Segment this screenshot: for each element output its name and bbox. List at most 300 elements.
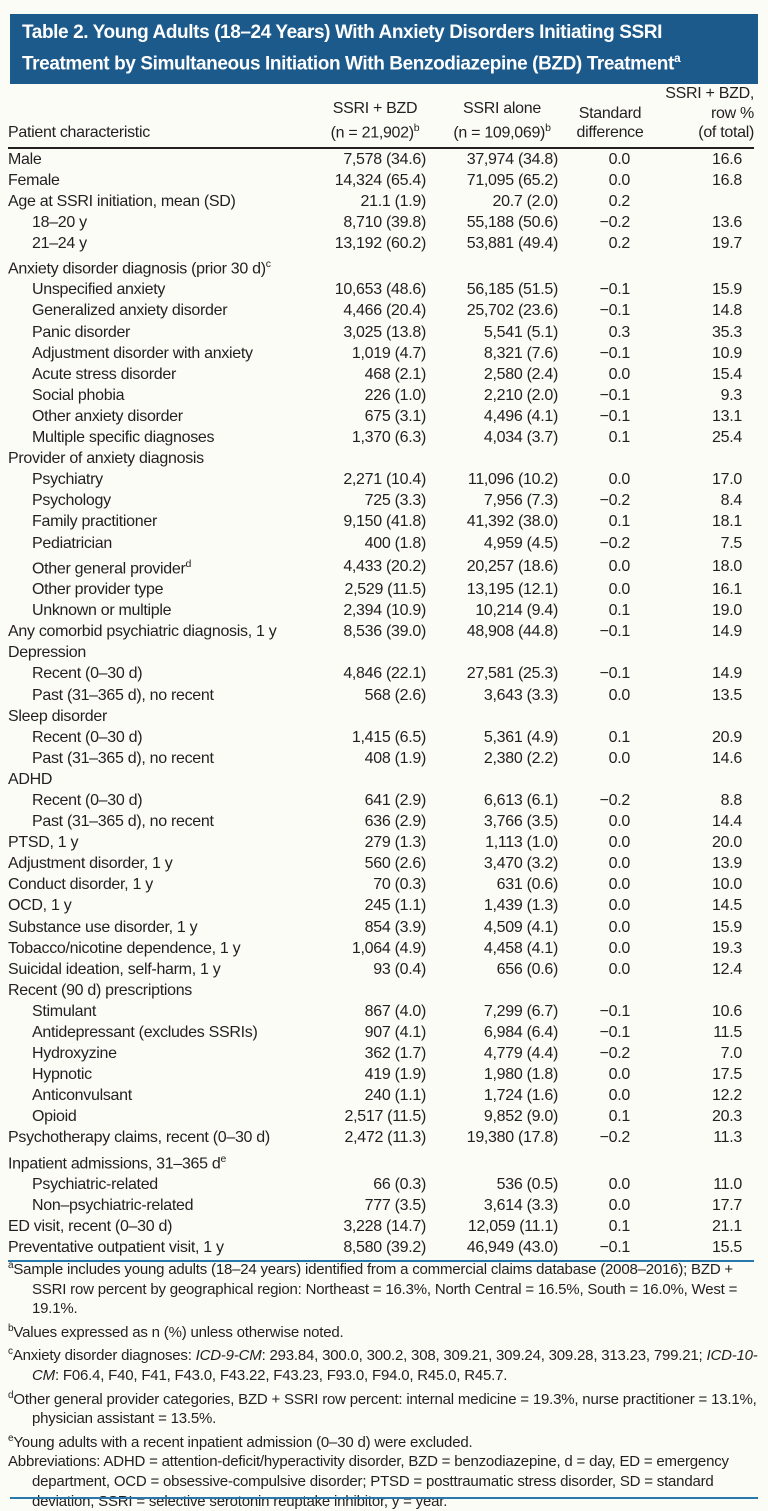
cell-ssri-bzd: 867 (4.0): [364, 1002, 426, 1020]
cell-row-percent: 10.9: [712, 344, 742, 362]
cell-ssri-alone: 12,059 (11.1): [467, 1218, 558, 1236]
footnote-text: Values expressed as n (%) unless otherwise noted.: [13, 1323, 344, 1341]
table-row: [8, 533, 754, 554]
cell-ssri-bzd: 21.1 (1.9): [360, 192, 426, 210]
cell-standard-difference: [568, 769, 652, 790]
cell-ssri-alone: 3,766 (3.5): [483, 813, 558, 831]
cell-standard-difference: 0.0: [608, 171, 630, 189]
table-row: [8, 1001, 754, 1022]
table-row: [8, 663, 754, 684]
row-label: Psychotherapy claims, recent (0–30 d): [8, 1129, 270, 1147]
table-row: [8, 959, 754, 980]
cell-ssri-alone: 4,034 (3.7): [483, 429, 558, 447]
cell-ssri-alone: 56,185 (51.5): [466, 281, 558, 299]
cell-standard-difference: −0.2: [599, 534, 630, 552]
row-label: Recent (0–30 d): [32, 665, 143, 683]
cell-ssri-bzd: 3,228 (14.7): [343, 1218, 426, 1236]
row-label: Adjustment disorder with anxiety: [32, 344, 253, 362]
cell-ssri-alone: [436, 448, 568, 469]
cell-standard-difference: 0.1: [608, 513, 630, 531]
column-header-line: (n = 109,069)$^b$: [453, 121, 551, 141]
row-label: OCD, 1 y: [8, 897, 72, 915]
cell-ssri-alone: 9,852 (9.0): [483, 1108, 558, 1126]
cell-row-percent: 17.0: [712, 471, 742, 489]
cell-ssri-bzd: 2,271 (10.4): [343, 471, 426, 489]
cell-row-percent: 11.5: [713, 1024, 742, 1041]
cell-ssri-bzd: 3,025 (13.8): [343, 323, 426, 341]
cell-row-percent: 21.1: [712, 1218, 742, 1236]
footnote-marker: e: [8, 1432, 14, 1444]
row-label: Past (31–365 d), no recent: [32, 686, 214, 704]
cell-ssri-alone: 55,188 (50.6): [466, 213, 558, 231]
cell-ssri-alone: 4,509 (4.1): [483, 918, 558, 936]
table-row: [8, 1216, 754, 1237]
cell-row-percent: 14.4: [712, 813, 742, 831]
cell-standard-difference: 0.0: [608, 813, 630, 831]
row-label: Generalized anxiety disorder: [32, 302, 228, 320]
footnote-text: Young adults with a recent inpatient admission (0–30 d) were excluded.: [13, 1433, 473, 1451]
cell-ssri-alone: 3,643 (3.3): [483, 686, 558, 704]
cell-standard-difference: 0.1: [608, 429, 630, 447]
cell-row-percent: [652, 642, 754, 663]
cell-row-percent: 20.3: [712, 1108, 742, 1126]
cell-standard-difference: 0.0: [608, 960, 630, 978]
cell-standard-difference: 0.0: [608, 834, 630, 852]
table-row: [8, 364, 754, 385]
row-label: ED visit, recent (0–30 d): [8, 1218, 173, 1236]
table-row: [8, 1085, 754, 1106]
cell-ssri-bzd: 70 (0.3): [373, 876, 426, 894]
cell-ssri-bzd: 2,394 (10.9): [343, 602, 426, 620]
cell-standard-difference: 0.0: [608, 471, 630, 489]
cell-row-percent: [652, 706, 754, 727]
cell-row-percent: 19.7: [712, 234, 742, 252]
cell-row-percent: 10.0: [712, 876, 742, 894]
cell-ssri-bzd: 93 (0.4): [373, 960, 426, 978]
footnote-c: [8, 1342, 760, 1385]
footnote-b: [8, 1319, 760, 1343]
cell-row-percent: 17.5: [712, 1066, 742, 1084]
row-label: Opioid: [32, 1108, 77, 1126]
cell-ssri-alone: 41,392 (38.0): [466, 513, 558, 531]
cell-standard-difference: 0.0: [608, 365, 630, 383]
row-label: Age at SSRI initiation, mean (SD): [8, 192, 236, 210]
cell-standard-difference: 0.0: [608, 1066, 630, 1084]
cell-standard-difference: −0.1: [568, 1237, 652, 1261]
cell-ssri-bzd: [314, 769, 436, 790]
footnote-d: [8, 1386, 760, 1429]
column-header-line: Standard: [578, 104, 642, 122]
table-row: [8, 980, 754, 1001]
table-row: [8, 300, 754, 321]
cell-standard-difference: −0.2: [599, 1045, 630, 1063]
cell-row-percent: 20.9: [712, 728, 742, 746]
cell-ssri-bzd: 1,415 (6.5): [351, 728, 426, 746]
table-row: [8, 469, 754, 490]
footnote-text: : 293.84, 300.0, 300.2, 308, 309.21, 309.24, 309.28, 313.23, 799.21;: [261, 1347, 707, 1365]
cell-standard-difference: [568, 706, 652, 727]
row-label: Other general provider$^d$: [32, 557, 192, 577]
cell-row-percent: 15.9: [712, 281, 742, 299]
cell-standard-difference: 0.1: [608, 1108, 630, 1126]
cell-row-percent: 18.1: [712, 513, 742, 531]
cell-standard-difference: 0.0: [608, 557, 630, 575]
row-label: Provider of anxiety diagnosis: [8, 450, 204, 468]
cell-ssri-bzd: 10,653 (48.6): [334, 281, 426, 299]
footnote-text: Sample includes young adults (18–24 years) identified from a commercial claims database (2008–2016); BZD + SSRI row percent by geographical region: Northeast = 16.3%, North Central = 16.5%, South = 16.0%, West = 19.1%.: [13, 1261, 738, 1318]
table-row: [8, 832, 754, 853]
row-label: Psychology: [32, 492, 111, 510]
row-label: 18–20 y: [32, 213, 87, 231]
table-row: [8, 1043, 754, 1064]
cell-row-percent: 12.4: [712, 960, 742, 978]
table-row: [8, 1174, 754, 1195]
cell-ssri-bzd: 408 (1.9): [364, 749, 426, 767]
row-label: Acute stress disorder: [32, 365, 176, 383]
cell-ssri-alone: 7,956 (7.3): [483, 492, 558, 510]
cell-ssri-alone: 3,470 (3.2): [483, 855, 558, 873]
cell-ssri-alone: [436, 706, 568, 727]
cell-ssri-alone: 6,613 (6.1): [483, 791, 558, 809]
table-title-bar: [10, 14, 758, 84]
cell-standard-difference: 0.0: [608, 1087, 630, 1105]
column-header-line: (n = 21,902)$^b$: [330, 121, 420, 141]
cell-ssri-bzd: 7,578 (34.6): [343, 150, 426, 168]
cell-ssri-alone: 1,724 (1.6): [483, 1087, 558, 1105]
cell-standard-difference: −0.1: [599, 281, 630, 299]
cell-standard-difference: −0.1: [599, 1002, 630, 1020]
column-header-line: (of total): [698, 124, 754, 141]
table-row: [8, 642, 754, 663]
footnote-text: Other general provider categories, BZD + SSRI row percent: internal medicine = 19.3%, nurse practitioner = 13.1%, physician assistant = 13.5%.: [13, 1390, 757, 1428]
row-label: Anxiety disorder diagnosis (prior 30 d)$^c$: [8, 257, 271, 278]
table-row: [8, 254, 754, 279]
cell-ssri-alone: 4,959 (4.5): [483, 534, 558, 552]
footnote-marker: a: [8, 1260, 14, 1271]
footnote-abbreviations: [8, 1452, 760, 1511]
row-label: Recent (0–30 d): [32, 791, 143, 809]
footnote-italic-text: ICD-10-CM: [32, 1347, 758, 1384]
cell-standard-difference: [568, 254, 652, 279]
footnote-e: [8, 1429, 760, 1453]
cell-row-percent: [652, 1149, 754, 1174]
cell-standard-difference: −0.1: [599, 665, 630, 683]
table-row: [8, 233, 754, 254]
cell-ssri-bzd: 279 (1.3): [364, 834, 426, 852]
table-row: [8, 1195, 754, 1216]
cell-ssri-bzd: 1,064 (4.9): [351, 939, 426, 957]
cell-ssri-bzd: [314, 706, 436, 727]
footnote-marker: c: [265, 257, 271, 270]
footnote-marker: d: [185, 557, 192, 570]
cell-ssri-bzd: 226 (1.0): [364, 386, 426, 404]
cell-ssri-alone: 2,210 (2.0): [483, 386, 558, 404]
cell-row-percent: 17.7: [712, 1197, 742, 1215]
cell-ssri-alone: 10,214 (9.4): [475, 602, 558, 620]
row-label: Pediatrician: [32, 534, 113, 552]
footnote-marker: b: [545, 121, 551, 134]
cell-ssri-bzd: 854 (3.9): [364, 918, 426, 936]
cell-ssri-alone: 11,096 (10.2): [467, 471, 558, 489]
cell-ssri-alone: 536 (0.5): [496, 1175, 558, 1193]
table-row: [8, 1106, 754, 1127]
cell-standard-difference: −0.1: [599, 1024, 630, 1041]
cell-ssri-bzd: 8,536 (39.0): [343, 623, 426, 641]
column-header-line: row %: [711, 104, 754, 122]
cell-ssri-alone: 27,581 (25.3): [466, 665, 558, 683]
cell-ssri-bzd: 66 (0.3): [373, 1175, 426, 1193]
cell-row-percent: 7.5: [720, 534, 742, 552]
cell-standard-difference: −0.1: [599, 302, 630, 320]
table-row: [8, 191, 754, 212]
table-row: [8, 579, 754, 600]
cell-standard-difference: 0.1: [608, 728, 630, 746]
column-header-3: [568, 84, 652, 148]
cell-ssri-alone: [436, 254, 568, 279]
table-row: [8, 895, 754, 916]
cell-row-percent: 35.3: [712, 323, 742, 341]
cell-standard-difference: 0.0: [608, 1197, 630, 1215]
table-row: [8, 212, 754, 233]
cell-standard-difference: [568, 1149, 652, 1174]
cell-ssri-alone: [436, 1149, 568, 1174]
table-row: [8, 769, 754, 790]
cell-ssri-bzd: 245 (1.1): [364, 897, 426, 915]
cell-row-percent: 12.2: [712, 1087, 742, 1105]
cell-ssri-bzd: 13,192 (60.2): [334, 234, 426, 252]
cell-ssri-bzd: 1,019 (4.7): [351, 344, 426, 362]
cell-row-percent: [652, 448, 754, 469]
cell-standard-difference: [568, 448, 652, 469]
cell-ssri-alone: 20,257 (18.6): [466, 557, 558, 575]
cell-ssri-alone: 1,113 (1.0): [485, 834, 558, 852]
cell-ssri-bzd: 2,472 (11.3): [344, 1129, 426, 1147]
cell-ssri-alone: 4,779 (4.4): [483, 1045, 558, 1063]
cell-ssri-bzd: [314, 1149, 436, 1174]
cell-standard-difference: 0.0: [608, 855, 630, 873]
cell-ssri-bzd: [314, 448, 436, 469]
row-label: Suicidal ideation, self-harm, 1 y: [8, 960, 221, 978]
row-label: Unspecified anxiety: [32, 281, 166, 299]
cell-standard-difference: 0.2: [608, 192, 630, 210]
cell-row-percent: 9.3: [720, 386, 742, 404]
cell-row-percent: 14.9: [712, 665, 742, 683]
cell-row-percent: [652, 191, 754, 212]
cell-ssri-alone: 20.7 (2.0): [492, 192, 558, 210]
table-row: [8, 1127, 754, 1148]
cell-ssri-alone: [436, 642, 568, 663]
cell-row-percent: 14.9: [712, 623, 742, 641]
row-label: Hydroxyzine: [32, 1045, 117, 1063]
table-row: [8, 322, 754, 343]
cell-row-percent: 20.0: [712, 834, 742, 852]
column-header-line: SSRI alone: [463, 100, 541, 118]
footnote-italic-text: ICD-9-CM: [195, 1347, 262, 1365]
cell-ssri-alone: 5,541 (5.1): [483, 323, 558, 341]
column-header-0: [8, 84, 314, 148]
row-label: Other provider type: [32, 581, 164, 599]
cell-row-percent: 8.4: [720, 492, 742, 510]
table-row: [8, 685, 754, 706]
cell-standard-difference: 0.0: [608, 876, 630, 894]
cell-standard-difference: −0.2: [599, 492, 630, 510]
table-row: [8, 917, 754, 938]
cell-standard-difference: −0.1: [599, 386, 630, 404]
cell-ssri-bzd: 400 (1.8): [364, 534, 426, 552]
row-label: Male: [8, 150, 42, 168]
cell-standard-difference: −0.2: [599, 791, 630, 809]
cell-ssri-bzd: [314, 980, 436, 1001]
cell-row-percent: 14.8: [712, 302, 742, 320]
cell-ssri-alone: 1,980 (1.8): [483, 1066, 558, 1084]
cell-ssri-alone: 656 (0.6): [496, 960, 558, 978]
row-label: Sleep disorder: [8, 707, 107, 725]
row-label: Any comorbid psychiatric diagnosis, 1 y: [8, 623, 277, 641]
cell-ssri-alone: 48,908 (44.8): [466, 623, 558, 641]
table-row: [8, 385, 754, 406]
table-row: [8, 279, 754, 300]
cell-row-percent: 25.4: [712, 429, 742, 447]
table-row: [8, 853, 754, 874]
column-header-line: Patient characteristic: [8, 124, 150, 141]
cell-ssri-bzd: 560 (2.6): [364, 855, 426, 873]
cell-ssri-bzd: 419 (1.9): [364, 1066, 426, 1084]
table-row: [8, 170, 754, 191]
row-label: 21–24 y: [32, 234, 87, 252]
row-label: Social phobia: [32, 386, 125, 404]
cell-standard-difference: 0.0: [608, 749, 630, 767]
table-row: [8, 427, 754, 448]
cell-row-percent: [652, 980, 754, 1001]
row-label: Psychiatry: [32, 471, 103, 489]
cell-row-percent: 15.9: [712, 918, 742, 936]
cell-ssri-alone: 7,299 (6.7): [483, 1002, 558, 1020]
cell-ssri-bzd: 8,710 (39.8): [343, 213, 426, 231]
cell-row-percent: 8.8: [720, 791, 742, 809]
table-header-row: [8, 84, 754, 148]
row-label: Substance use disorder, 1 y: [8, 918, 198, 936]
cell-ssri-bzd: 468 (2.1): [364, 365, 426, 383]
row-label: Female: [8, 171, 60, 189]
table-row: [8, 790, 754, 811]
cell-ssri-bzd: 675 (3.1): [364, 407, 426, 425]
table-row: [8, 600, 754, 621]
column-header-line: difference: [576, 124, 644, 141]
cell-ssri-bzd: 725 (3.3): [364, 492, 426, 510]
table-row: [8, 811, 754, 832]
cell-row-percent: 13.9: [712, 855, 742, 873]
row-label: Non–psychiatric-related: [32, 1197, 194, 1215]
cell-standard-difference: −0.1: [599, 407, 630, 425]
cell-standard-difference: [568, 980, 652, 1001]
row-label: Depression: [8, 644, 86, 662]
row-label: Other anxiety disorder: [32, 407, 183, 425]
cell-ssri-alone: 3,614 (3.3): [483, 1197, 558, 1215]
footnote-text: Anxiety disorder diagnoses:: [12, 1347, 196, 1365]
column-header-line: SSRI + BZD,: [665, 85, 754, 102]
row-label: Inpatient admissions, 31–365 $d^e$: [8, 1152, 227, 1172]
cell-ssri-alone: 5,361 (4.9): [483, 728, 558, 746]
row-label: Anticonvulsant: [32, 1087, 132, 1105]
cell-ssri-bzd: 2,517 (11.5): [344, 1108, 426, 1126]
row-label: Unknown or multiple: [32, 602, 172, 620]
cell-ssri-alone: 2,580 (2.4): [483, 365, 558, 383]
column-header-2: [436, 84, 568, 148]
table-row: [8, 448, 754, 469]
cell-ssri-bzd: [314, 642, 436, 663]
cell-ssri-bzd: 9,150 (41.8): [343, 513, 426, 531]
cell-ssri-alone: 19,380 (17.8): [466, 1129, 558, 1147]
cell-standard-difference: 0.0: [608, 939, 630, 957]
cell-standard-difference: 0.3: [608, 323, 630, 341]
cell-standard-difference: −0.1: [599, 623, 630, 641]
row-label: ADHD: [8, 770, 53, 788]
cell-row-percent: 10.6: [712, 1002, 742, 1020]
cell-ssri-alone: [436, 980, 568, 1001]
cell-ssri-alone: [436, 769, 568, 790]
cell-row-percent: 13.5: [712, 686, 742, 704]
table-row: [8, 511, 754, 532]
cell-ssri-bzd: 568 (2.6): [364, 686, 426, 704]
footnote-marker: e: [220, 1152, 227, 1165]
row-label: Past (31–365 d), no recent: [32, 749, 214, 767]
row-label: Antidepressant (excludes SSRIs): [32, 1024, 258, 1041]
cell-standard-difference: −0.1: [599, 344, 630, 362]
row-label: Psychiatric-related: [32, 1175, 158, 1193]
cell-ssri-alone: 25,702 (23.6): [466, 302, 558, 320]
table-row: [8, 706, 754, 727]
footnote-text: : F06.4, F40, F41, F43.0, F43.22, F43.23, F93.0, F94.0, R45.0, R45.7.: [54, 1366, 508, 1384]
cell-standard-difference: 0.1: [608, 602, 630, 620]
row-label: Preventative outpatient visit, 1 y: [8, 1237, 314, 1261]
footnote-a: [8, 1256, 760, 1319]
cell-ssri-bzd: 777 (3.5): [364, 1197, 426, 1215]
cell-row-percent: 15.5: [652, 1237, 754, 1261]
cell-standard-difference: 0.0: [608, 918, 630, 936]
table-title-text: Table 2. Young Adults (18–24 Years) With Anxiety Disorders Initiating SSRI Treatment by Simultaneous Initiation With Benzodiazepine (BZD) Treatment: [22, 22, 674, 74]
cell-standard-difference: 0.0: [608, 150, 630, 168]
row-label: Recent (90 d) prescriptions: [8, 981, 192, 999]
cell-standard-difference: 0.0: [608, 686, 630, 704]
cell-row-percent: [652, 769, 754, 790]
cell-ssri-bzd: 14,324 (65.4): [334, 171, 426, 189]
cell-ssri-alone: 13,195 (12.1): [466, 581, 558, 599]
row-label: Adjustment disorder, 1 y: [8, 855, 173, 873]
cell-ssri-alone: 1,439 (1.3): [483, 897, 558, 915]
cell-ssri-alone: 631 (0.6): [496, 876, 558, 894]
cell-ssri-bzd: 4,466 (20.4): [343, 302, 426, 320]
cell-row-percent: 19.0: [712, 602, 742, 620]
cell-row-percent: 14.5: [712, 897, 742, 915]
table-row: [8, 554, 754, 579]
footnote-marker: b: [413, 121, 420, 134]
cell-ssri-bzd: 240 (1.1): [364, 1087, 426, 1105]
table-row: [8, 874, 754, 895]
cell-ssri-alone: 46,949 (43.0): [436, 1237, 568, 1261]
cell-ssri-alone: 53,881 (49.4): [466, 234, 558, 252]
cell-row-percent: 16.8: [712, 171, 742, 189]
cell-ssri-bzd: 907 (4.1): [364, 1024, 426, 1041]
row-label: Tobacco/nicotine dependence, 1 y: [8, 939, 241, 957]
footnote-marker: c: [8, 1346, 13, 1358]
cell-ssri-bzd: 4,846 (22.1): [343, 665, 426, 683]
cell-ssri-alone: 8,321 (7.6): [483, 344, 558, 362]
table-row: [8, 938, 754, 959]
patient-characteristics-table: [8, 84, 754, 1262]
cell-ssri-bzd: 2,529 (11.5): [344, 581, 426, 599]
cell-standard-difference: 0.0: [608, 581, 630, 599]
row-label: Hypnotic: [32, 1066, 92, 1084]
